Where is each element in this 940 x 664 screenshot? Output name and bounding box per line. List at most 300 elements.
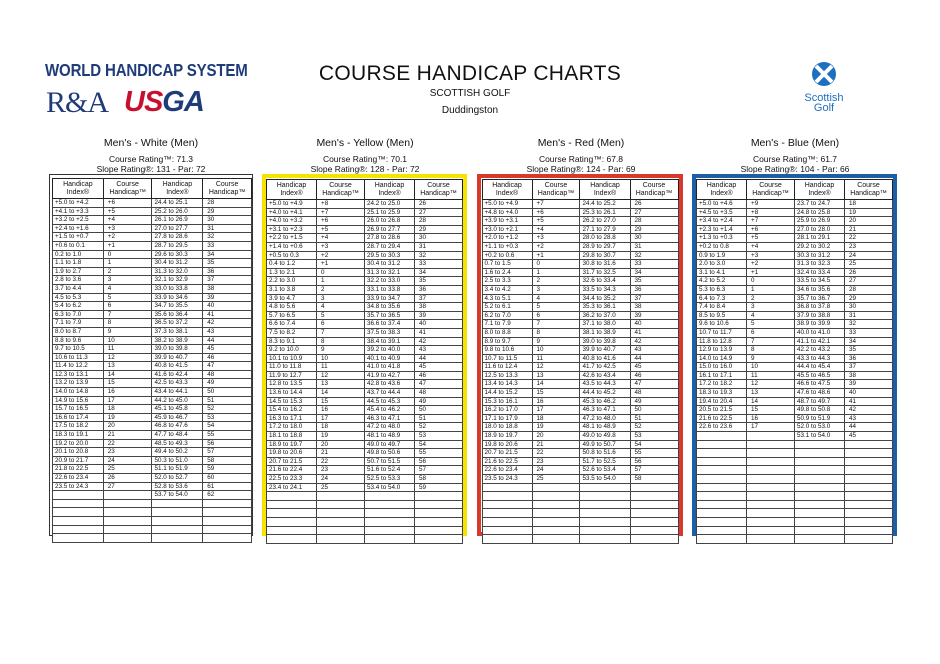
handicap-index-cell: 46.8 to 47.6 (152, 422, 203, 431)
handicap-index-cell: 42.8 to 43.6 (364, 380, 414, 389)
handicap-index-header: Handicap Index® (580, 180, 630, 200)
chart-panel-blue (692, 174, 897, 536)
course-handicap-cell: 42 (630, 337, 678, 346)
course-handicap-cell (203, 516, 252, 525)
course-handicap-cell: 0 (317, 268, 365, 277)
handicap-index-cell: 34.6 to 35.6 (794, 285, 844, 294)
handicap-index-cell: +1.1 to +0.3 (482, 242, 532, 251)
course-handicap-cell: 11 (747, 371, 795, 380)
handicap-index-cell: 0.4 to 1.2 (267, 260, 317, 269)
handicap-index-cell: 17.1 to 17.9 (482, 414, 532, 423)
table-row (482, 449, 678, 458)
course-handicap-cell: 17 (317, 414, 365, 423)
table-row (267, 251, 463, 260)
handicap-index-cell: 20.7 to 21.5 (482, 449, 532, 458)
course-handicap-cell: 23 (317, 466, 365, 475)
course-handicap-cell: 18 (103, 405, 152, 414)
course-handicap-cell: 5 (747, 320, 795, 329)
table-row (53, 534, 252, 543)
handicap-index-cell: 6.2 to 7.0 (482, 311, 532, 320)
table-row (482, 285, 678, 294)
panel-header-white (51, 137, 251, 174)
table-row (482, 294, 678, 303)
handicap-index-cell: 11.9 to 12.7 (267, 371, 317, 380)
handicap-index-cell: 3.1 to 3.8 (267, 285, 317, 294)
handicap-index-cell: 9.2 to 10.0 (267, 346, 317, 355)
course-handicap-cell (845, 449, 893, 458)
course-handicap-cell (317, 500, 365, 509)
course-handicap-cell: 29 (630, 225, 678, 234)
table-row (53, 276, 252, 285)
panel-title: Men's - White (Men) (103, 137, 199, 149)
handicap-index-cell: 12.5 to 13.3 (482, 371, 532, 380)
table-row (697, 457, 893, 466)
handicap-index-cell: 21.6 to 22.5 (697, 414, 747, 423)
course-handicap-cell: 26 (845, 268, 893, 277)
course-handicap-cell (845, 526, 893, 535)
handicap-index-cell: 40.8 to 41.5 (152, 362, 203, 371)
course-handicap-cell: +5 (317, 225, 365, 234)
handicap-index-cell: 3.1 to 4.1 (697, 268, 747, 277)
handicap-index-cell: 8.5 to 9.5 (697, 311, 747, 320)
handicap-index-header: Handicap Index® (152, 179, 203, 199)
course-handicap-cell: 11 (317, 363, 365, 372)
course-handicap-cell (845, 475, 893, 484)
course-handicap-cell: 36 (415, 285, 463, 294)
handicap-index-cell: 10.7 to 11.7 (697, 328, 747, 337)
course-handicap-cell: 57 (630, 466, 678, 475)
handicap-index-cell: 46.3 to 47.1 (580, 406, 630, 415)
table-row (482, 509, 678, 518)
course-handicap-cell: 6 (532, 311, 580, 320)
handicap-index-cell: 15.4 to 16.2 (267, 406, 317, 415)
handicap-index-header: Handicap Index® (482, 180, 532, 200)
course-handicap-cell: 10 (317, 354, 365, 363)
table-row (697, 354, 893, 363)
table-row (482, 337, 678, 346)
handicap-index-cell: 13.2 to 13.9 (53, 379, 104, 388)
course-handicap-cell: 34 (630, 268, 678, 277)
course-handicap-cell (317, 517, 365, 526)
course-handicap-cell (845, 535, 893, 544)
course-handicap-header: Course Handicap™ (532, 180, 580, 200)
table-row (697, 320, 893, 329)
table-row (697, 285, 893, 294)
handicap-index-cell: 27.0 to 28.0 (794, 225, 844, 234)
handicap-index-cell (53, 499, 104, 508)
course-handicap-cell: 62 (203, 491, 252, 500)
handicap-index-cell: 36.2 to 37.0 (580, 311, 630, 320)
course-handicap-cell: 18 (532, 414, 580, 423)
handicap-index-cell: 24.8 to 25.8 (794, 208, 844, 217)
handicap-index-cell: 42.6 to 43.4 (580, 371, 630, 380)
table-row (482, 320, 678, 329)
table-row (267, 277, 463, 286)
course-handicap-cell: 44 (630, 354, 678, 363)
table-row (267, 371, 463, 380)
handicap-index-cell (580, 517, 630, 526)
course-handicap-cell: +5 (747, 234, 795, 243)
handicap-index-cell: 0.7 to 1.5 (482, 260, 532, 269)
handicap-index-cell (697, 440, 747, 449)
table-row (482, 517, 678, 526)
course-handicap-cell: 30 (415, 234, 463, 243)
table-row (482, 414, 678, 423)
course-handicap-cell: +8 (317, 200, 365, 209)
course-handicap-cell: 15 (317, 397, 365, 406)
table-row (697, 397, 893, 406)
handicap-index-cell: 7.4 to 8.4 (697, 303, 747, 312)
course-handicap-cell: +8 (747, 208, 795, 217)
course-handicap-header: Course Handicap™ (203, 179, 252, 199)
handicap-index-cell: +0.2 to 0.8 (697, 242, 747, 251)
handicap-index-cell: 30.4 to 31.2 (364, 260, 414, 269)
handicap-index-cell: 7.1 to 7.9 (482, 320, 532, 329)
handicap-index-cell (794, 475, 844, 484)
course-handicap-cell: 52 (630, 423, 678, 432)
course-handicap-cell (532, 483, 580, 492)
course-handicap-cell: 61 (203, 482, 252, 491)
course-handicap-cell: +6 (103, 199, 152, 208)
handicap-index-cell (482, 517, 532, 526)
course-handicap-cell: 38 (415, 303, 463, 312)
course-rating: Course Rating™: 67.8 (538, 154, 624, 164)
handicap-index-cell (152, 508, 203, 517)
course-handicap-cell: 40 (630, 320, 678, 329)
handicap-index-cell (482, 483, 532, 492)
course-handicap-cell: 17 (103, 396, 152, 405)
table-row (267, 517, 463, 526)
handicap-index-cell: 53.1 to 54.0 (794, 432, 844, 441)
table-row (53, 199, 252, 208)
handicap-index-cell: 48.7 to 49.7 (794, 397, 844, 406)
handicap-index-cell (152, 516, 203, 525)
handicap-index-cell: 26.0 to 26.8 (364, 217, 414, 226)
handicap-index-cell: 33.0 to 33.8 (152, 284, 203, 293)
handicap-index-cell: 22.5 to 23.3 (267, 475, 317, 484)
table-row (697, 517, 893, 526)
table-row (697, 277, 893, 286)
table-row (482, 277, 678, 286)
table-row (267, 363, 463, 372)
course-handicap-cell: 13 (103, 362, 152, 371)
panel-header-yellow (265, 137, 465, 174)
chart-panel-yellow (262, 174, 467, 536)
handicap-index-cell: +1.4 to +0.6 (267, 242, 317, 251)
table-row (697, 389, 893, 398)
course-handicap-cell: 0 (532, 260, 580, 269)
handicap-index-cell: 40.1 to 40.9 (364, 354, 414, 363)
handicap-index-cell: 28.9 to 29.7 (580, 242, 630, 251)
course-handicap-cell: 12 (532, 363, 580, 372)
course-handicap-cell: 26 (415, 200, 463, 209)
course-handicap-cell: 27 (415, 208, 463, 217)
course-handicap-cell: 48 (630, 389, 678, 398)
handicap-index-cell: 16.6 to 17.4 (53, 413, 104, 422)
handicap-index-cell: 38.1 to 38.9 (580, 328, 630, 337)
course-handicap-cell: 6 (747, 328, 795, 337)
handicap-index-cell: 29.2 to 30.2 (794, 242, 844, 251)
handicap-index-cell: 9.6 to 10.6 (697, 320, 747, 329)
handicap-index-cell (697, 509, 747, 518)
table-row (53, 474, 252, 483)
table-row (53, 516, 252, 525)
handicap-index-cell: 2.5 to 3.3 (482, 277, 532, 286)
handicap-index-cell: 52.0 to 52.7 (152, 474, 203, 483)
table-row (53, 362, 252, 371)
course-handicap-cell: 9 (103, 327, 152, 336)
course-handicap-cell: 25 (845, 260, 893, 269)
panel-header-red (481, 137, 681, 174)
handicap-index-cell: 6.4 to 7.3 (697, 294, 747, 303)
course-handicap-cell: 20 (103, 422, 152, 431)
course-handicap-cell: 29 (845, 294, 893, 303)
handicap-index-cell: 14.9 to 15.6 (53, 396, 104, 405)
table-row (697, 260, 893, 269)
table-row (482, 483, 678, 492)
course-handicap-cell: +3 (747, 251, 795, 260)
course-handicap-cell: 46 (630, 371, 678, 380)
handicap-index-cell: +1.3 to +0.3 (697, 234, 747, 243)
course-handicap-cell: 44 (203, 336, 252, 345)
handicap-index-cell: 11.8 to 12.8 (697, 337, 747, 346)
handicap-index-cell: 53.4 to 54.0 (364, 483, 414, 492)
course-handicap-cell: 7 (103, 310, 152, 319)
slope-rating: Slope Rating®: 131 - Par: 72 (96, 164, 206, 174)
handicap-index-cell: 2.2 to 3.0 (267, 277, 317, 286)
handicap-index-cell: +0.2 to 0.6 (482, 251, 532, 260)
course-handicap-cell: 55 (415, 449, 463, 458)
course-rating: Course Rating™: 61.7 (752, 154, 838, 164)
handicap-index-cell: 25.1 to 25.9 (364, 208, 414, 217)
course-handicap-cell: 41 (415, 328, 463, 337)
table-row (53, 499, 252, 508)
course-handicap-cell: 47 (630, 380, 678, 389)
handicap-index-cell: 15.3 to 16.1 (482, 397, 532, 406)
handicap-index-cell: +4.0 to +4.1 (267, 208, 317, 217)
handicap-index-cell: 31.3 to 32.1 (364, 268, 414, 277)
course-handicap-cell (317, 535, 365, 544)
table-row (267, 346, 463, 355)
handicap-index-cell (267, 509, 317, 518)
table-row (267, 500, 463, 509)
handicap-index-cell (794, 500, 844, 509)
course-handicap-cell (103, 491, 152, 500)
handicap-index-cell: 8.0 to 8.7 (53, 327, 104, 336)
handicap-index-cell (53, 525, 104, 534)
course-handicap-cell: 16 (532, 397, 580, 406)
course-handicap-cell: 49 (203, 379, 252, 388)
table-row (267, 380, 463, 389)
table-row (697, 363, 893, 372)
handicap-index-cell: 49.8 to 50.8 (794, 406, 844, 415)
handicap-index-cell: 23.7 to 24.7 (794, 200, 844, 209)
course-handicap-cell (532, 517, 580, 526)
table-row (267, 285, 463, 294)
course-handicap-cell: 46 (415, 371, 463, 380)
handicap-index-cell: 46.3 to 47.1 (364, 414, 414, 423)
handicap-index-cell: +2.3 to +1.4 (697, 225, 747, 234)
table-row (482, 208, 678, 217)
course-handicap-cell: +1 (103, 241, 152, 250)
course-handicap-cell: 22 (317, 457, 365, 466)
course-handicap-cell (630, 535, 678, 544)
course-handicap-cell (845, 466, 893, 475)
handicap-index-cell: 34.8 to 35.6 (364, 303, 414, 312)
handicap-index-cell: 52.5 to 53.3 (364, 475, 414, 484)
course-handicap-cell: 25 (317, 483, 365, 492)
handicap-index-cell (267, 526, 317, 535)
handicap-index-cell: 13.4 to 14.3 (482, 380, 532, 389)
table-row (697, 500, 893, 509)
handicap-index-cell: 4.5 to 5.3 (53, 293, 104, 302)
course-handicap-cell: 25 (103, 465, 152, 474)
course-rating: Course Rating™: 71.3 (108, 154, 194, 164)
handicap-index-cell (482, 535, 532, 544)
handicap-index-cell: +3.0 to +2.1 (482, 225, 532, 234)
handicap-index-cell: 18.3 to 19.1 (53, 431, 104, 440)
handicap-index-cell: +3.1 to +2.3 (267, 225, 317, 234)
course-handicap-cell: 46 (203, 353, 252, 362)
table-row (482, 303, 678, 312)
handicap-index-cell: 12.9 to 13.9 (697, 346, 747, 355)
course-handicap-cell: 3 (317, 294, 365, 303)
course-handicap-cell: 51 (203, 396, 252, 405)
handicap-index-cell: 49.0 to 49.7 (364, 440, 414, 449)
course-handicap-cell (103, 516, 152, 525)
course-handicap-cell: 19 (103, 413, 152, 422)
course-handicap-cell: 58 (415, 475, 463, 484)
course-handicap-cell (747, 466, 795, 475)
course-handicap-cell (103, 508, 152, 517)
table-row (53, 388, 252, 397)
course-handicap-cell: 42 (203, 319, 252, 328)
table-row (697, 483, 893, 492)
course-handicap-cell: +7 (317, 208, 365, 217)
course-handicap-cell: 10 (103, 336, 152, 345)
handicap-index-cell: 48.1 to 48.9 (580, 423, 630, 432)
table-row (482, 432, 678, 441)
course-handicap-cell (845, 509, 893, 518)
handicap-index-cell: 16.2 to 17.0 (482, 406, 532, 415)
handicap-index-cell: 45.4 to 46.2 (364, 406, 414, 415)
course-handicap-cell: +5 (103, 207, 152, 216)
handicap-index-cell (697, 483, 747, 492)
course-handicap-cell: 47 (203, 362, 252, 371)
page-subtitle: SCOTTISH GOLF (429, 88, 511, 99)
slope-rating: Slope Rating®: 124 - Par: 69 (526, 164, 636, 174)
course-handicap-cell: 34 (415, 268, 463, 277)
handicap-index-cell: 2.8 to 3.6 (53, 276, 104, 285)
table-row (267, 449, 463, 458)
handicap-index-cell: 14.0 to 14.9 (697, 354, 747, 363)
handicap-index-cell (697, 466, 747, 475)
handicap-index-cell: 51.7 to 52.5 (580, 457, 630, 466)
course-handicap-cell: +7 (532, 200, 580, 209)
chart-panel-white (49, 174, 253, 536)
course-handicap-cell: 4 (747, 311, 795, 320)
handicap-index-cell: 18.1 to 18.8 (267, 432, 317, 441)
table-row (482, 371, 678, 380)
handicap-index-cell: 22.6 to 23.4 (482, 466, 532, 475)
course-handicap-cell: 3 (532, 285, 580, 294)
course-handicap-cell: 2 (317, 285, 365, 294)
course-handicap-header: Course Handicap™ (845, 180, 893, 200)
handicap-index-cell (364, 492, 414, 501)
table-row (53, 345, 252, 354)
table-row (267, 311, 463, 320)
handicap-index-cell: 6.6 to 7.4 (267, 320, 317, 329)
course-handicap-cell (630, 526, 678, 535)
table-row (697, 225, 893, 234)
handicap-index-cell: 19.8 to 20.6 (482, 440, 532, 449)
handicap-index-cell: 29.5 to 30.3 (364, 251, 414, 260)
table-row (697, 432, 893, 441)
course-handicap-cell: +2 (103, 233, 152, 242)
handicap-index-cell: 19.2 to 20.0 (53, 439, 104, 448)
course-handicap-cell: 16 (747, 414, 795, 423)
table-row (267, 492, 463, 501)
handicap-index-cell: 3.9 to 4.7 (267, 294, 317, 303)
table-row (267, 406, 463, 415)
handicap-index-cell: 1.9 to 2.7 (53, 267, 104, 276)
handicap-index-cell: 29.8 to 30.7 (580, 251, 630, 260)
course-handicap-cell: 27 (845, 277, 893, 286)
course-handicap-cell: 33 (203, 241, 252, 250)
table-row (53, 413, 252, 422)
handicap-index-cell: 0.2 to 1.0 (53, 250, 104, 259)
course-handicap-cell (532, 500, 580, 509)
course-handicap-cell: 40 (415, 320, 463, 329)
course-handicap-cell: 38 (845, 371, 893, 380)
course-handicap-cell: 56 (415, 457, 463, 466)
course-handicap-cell (532, 535, 580, 544)
course-handicap-cell: 41 (845, 397, 893, 406)
handicap-index-cell (794, 466, 844, 475)
handicap-index-cell (794, 509, 844, 518)
course-handicap-cell: 47 (415, 380, 463, 389)
course-handicap-cell: 33 (845, 328, 893, 337)
course-handicap-cell: 5 (532, 303, 580, 312)
handicap-index-cell (364, 535, 414, 544)
course-handicap-cell: 45 (203, 345, 252, 354)
handicap-index-cell (794, 457, 844, 466)
table-row (53, 224, 252, 233)
course-handicap-cell: 43 (415, 346, 463, 355)
course-handicap-cell: 53 (415, 432, 463, 441)
table-row (267, 320, 463, 329)
handicap-index-cell (364, 509, 414, 518)
handicap-index-cell: 36.6 to 37.4 (364, 320, 414, 329)
table-row (267, 328, 463, 337)
table-row (267, 354, 463, 363)
table-row (53, 267, 252, 276)
handicap-index-cell: +4.8 to +4.0 (482, 208, 532, 217)
course-handicap-cell: 60 (203, 474, 252, 483)
course-handicap-cell: 26 (630, 200, 678, 209)
handicap-index-cell: +3.4 to +2.4 (697, 217, 747, 226)
course-handicap-cell: 27 (630, 208, 678, 217)
table-row (53, 396, 252, 405)
handicap-index-cell: 1.3 to 2.1 (267, 268, 317, 277)
course-handicap-cell: 8 (103, 319, 152, 328)
table-row (697, 406, 893, 415)
chart-panel-red (477, 174, 683, 536)
course-handicap-cell (845, 500, 893, 509)
handicap-index-cell: 52.6 to 53.4 (580, 466, 630, 475)
course-handicap-cell: 24 (845, 251, 893, 260)
course-handicap-cell: 39 (630, 311, 678, 320)
